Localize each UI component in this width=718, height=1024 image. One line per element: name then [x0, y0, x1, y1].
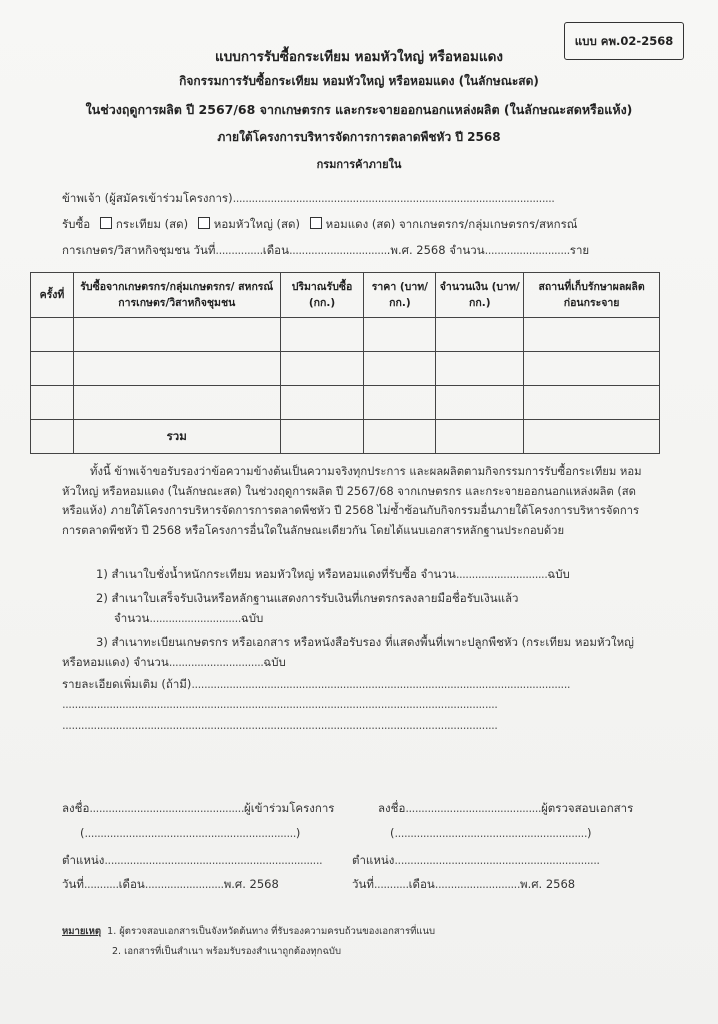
onion-checkbox[interactable]: [198, 217, 210, 229]
inspector-day-field[interactable]: ...........: [373, 877, 409, 891]
col-header-round: ครั้งที่: [31, 273, 74, 318]
table-row: [31, 386, 660, 420]
participant-name-line[interactable]: (...................................................................): [80, 826, 301, 840]
form-code-box: แบบ คพ.02-2568: [564, 22, 684, 60]
applicant-line: [62, 190, 554, 208]
participant-sign-label: ลงชื่อ: [62, 801, 90, 815]
total-quantity-cell[interactable]: [280, 420, 364, 454]
inspector-year-label: พ.ศ. 2568: [520, 877, 576, 891]
table-cell[interactable]: [436, 386, 524, 420]
inspector-month-label: เดือน: [408, 877, 435, 891]
participant-position-field[interactable]: .....................................................................: [104, 853, 323, 867]
participant-position-line: [62, 852, 322, 870]
col-header-storage: สถานที่เก็บรักษาผลผลิต ก่อนกระจาย: [524, 273, 660, 318]
form-subtitle-2: ในช่วงฤดูการผลิต ปี 2567/68 จากเกษตรกร และกระจายออกนอกแหล่งผลิต (ในลักษณะสดหรือแห้ง): [85, 102, 633, 117]
agri-date-label: การเกษตร/วิสาหกิจชุมชน วันที่: [62, 243, 216, 257]
attachment-item-3-count: [62, 654, 286, 672]
garlic-option-label: กระเทียม (สด): [115, 217, 189, 231]
more-details-blank-line[interactable]: ..........................................................................................................................................: [62, 697, 498, 711]
col-header-quantity: ปริมาณรับซื้อ (กก.): [280, 273, 364, 318]
inspector-position-line: [352, 852, 600, 870]
table-cell[interactable]: [364, 352, 436, 386]
total-label: รวม: [73, 420, 280, 454]
note-2: [112, 944, 341, 959]
participant-month-field[interactable]: .........................: [144, 877, 224, 891]
table-cell[interactable]: [280, 352, 364, 386]
day-field[interactable]: ...............: [215, 243, 263, 257]
participant-position-label: ตำแหน่ง: [62, 853, 105, 867]
table-cell[interactable]: [524, 420, 660, 454]
more-details-line: [62, 676, 570, 694]
table-cell[interactable]: [524, 318, 660, 352]
applicant-name-field[interactable]: ......................................................................................................: [232, 191, 555, 205]
participant-role-label: ผู้เข้าร่วมโครงการ: [244, 801, 335, 815]
onion-option-label: หอมหัวใหญ่ (สด): [213, 217, 300, 231]
inspector-position-label: ตำแหน่ง: [352, 853, 395, 867]
table-cell[interactable]: [73, 318, 280, 352]
shallot-checkbox[interactable]: [310, 217, 322, 229]
participant-date-line: [62, 876, 279, 894]
buy-options-line: [62, 216, 577, 234]
attachment-2-label: 2) สำเนาใบเสร็จรับเงินหรือหลักฐานแสดงการรับเงินที่เกษตรกรลงลายมือชื่อรับเงินแล้ว: [96, 591, 519, 605]
table-cell[interactable]: [31, 352, 74, 386]
table-cell[interactable]: [280, 318, 364, 352]
total-price-cell[interactable]: [364, 420, 436, 454]
col-header-price: ราคา (บาท/กก.): [364, 273, 436, 318]
more-details-blank-line[interactable]: ..........................................................................................................................................: [62, 718, 498, 732]
attachment-3-count-field[interactable]: ..............................: [168, 655, 264, 669]
participant-day-field[interactable]: ...........: [83, 877, 119, 891]
inspector-signature-line: [378, 800, 633, 818]
buy-label: รับซื้อ: [62, 217, 91, 231]
participant-year-label: พ.ศ. 2568: [223, 877, 279, 891]
attachment-1-count-field[interactable]: .............................: [455, 567, 548, 581]
note-1-text: 1. ผู้ตรวจสอบเอกสารเป็นจังหวัดต้นทาง ที่รับรองความครบถ้วนของเอกสารที่แนบ: [107, 926, 435, 937]
col-header-source: รับซื้อจากเกษตรกร/กลุ่มเกษตรกร/ สหกรณ์การเกษตร/วิสาหกิจชุมชน: [73, 273, 280, 318]
table-cell[interactable]: [524, 386, 660, 420]
table-cell[interactable]: [364, 386, 436, 420]
more-details-label: รายละเอียดเพิ่มเติม (ถ้ามี): [62, 677, 192, 691]
attachment-1-unit: ฉบับ: [547, 567, 570, 581]
table-cell[interactable]: [73, 352, 280, 386]
participant-signature-field[interactable]: .................................................: [89, 801, 244, 815]
inspector-name-line[interactable]: (.............................................................): [390, 826, 592, 840]
attachment-item-3: [96, 634, 634, 652]
table-cell[interactable]: [31, 386, 74, 420]
participant-signature-line: [62, 800, 334, 818]
attachment-2-count-field[interactable]: .............................: [149, 611, 241, 625]
table-cell[interactable]: [436, 352, 524, 386]
inspector-date-line: [352, 876, 575, 894]
attachment-3-unit: ฉบับ: [263, 655, 286, 669]
attachment-2-count-label: จำนวน: [114, 611, 150, 625]
inspector-sign-label: ลงชื่อ: [378, 801, 406, 815]
purchase-table: [30, 272, 660, 454]
attachment-3-count-label: หรือหอมแดง) จำนวน: [62, 655, 169, 669]
year-label: .พ.ศ. 2568: [386, 243, 446, 257]
table-cell: [31, 420, 74, 454]
inspector-role-label: ผู้ตรวจสอบเอกสาร: [541, 801, 634, 815]
table-cell[interactable]: [524, 352, 660, 386]
notes-label: หมายเหตุ: [62, 926, 102, 937]
form-subtitle-1: กิจกรรมการรับซื้อกระเทียม หอมหัวใหญ่ หรือหอมแดง (ในลักษณะสด): [179, 74, 539, 88]
table-total-row: [31, 420, 660, 454]
attachment-item-2-count: [114, 610, 263, 628]
attachment-3-label: 3) สำเนาทะเบียนเกษตรกร หรือเอกสาร หรือหนังสือรับรอง ที่แสดงพื้นที่เพาะปลูกพืชหัว (กระเทียม หอมหัวใหญ่: [96, 635, 634, 649]
table-cell[interactable]: [436, 318, 524, 352]
count-field[interactable]: ...........................: [484, 243, 570, 257]
table-row: [31, 318, 660, 352]
attachment-1-label: 1) สำเนาใบชั่งน้ำหนักกระเทียม หอมหัวใหญ่ หรือหอมแดงที่รับซื้อ จำนวน: [96, 567, 456, 581]
certification-paragraph: ทั้งนี้ ข้าพเจ้าขอรับรองว่าข้อความข้างต้นเป็นความจริงทุกประการ และผลผลิตตามกิจกรรมการรับซื้อกระเทียม หอมหัวใหญ่ หรือหอมแดง (ในลักษณะสด) ในช่วงฤดูการผลิต ปี 2567/68 จากเกษตรกร และกระจายออกนอกแหล่งผลิต (สดหรือแห้ง) ภายใต้โครงการบริหารจัดการการตลาดพืชหัว ปี 2568 ไม่ซ้ำซ้อนกับกิจกรรมอื่นภายใต้โครงการบริหารจัดการการตลาดพืชหัว ปี 2568 หรือโครงการอื่นใดในลักษณะเดียวกัน โดยได้แนบเอกสารหลักฐานประกอบด้วย: [62, 465, 642, 537]
shallot-option-label: หอมแดง (สด) จากเกษตรกร/กลุ่มเกษตรกร/สหกรณ์: [325, 217, 578, 231]
inspector-date-label: วันที่: [352, 877, 374, 891]
count-unit: ราย: [569, 243, 590, 257]
form-title: แบบการรับซื้อกระเทียม หอมหัวใหญ่ หรือหอมแดง: [215, 49, 503, 65]
department-name: กรมการค้าภายใน: [316, 158, 402, 171]
table-cell[interactable]: [364, 318, 436, 352]
inspector-month-field[interactable]: ...........................: [434, 877, 520, 891]
garlic-checkbox[interactable]: [100, 217, 112, 229]
attachment-item-2: [96, 590, 519, 608]
total-amount-cell[interactable]: [436, 420, 524, 454]
form-subtitle-3: ภายใต้โครงการบริหารจัดการการตลาดพืชหัว ปี 2568: [217, 130, 501, 144]
table-cell[interactable]: [73, 386, 280, 420]
date-count-line: [62, 242, 589, 260]
note-2-text: 2. เอกสารที่เป็นสำเนา พร้อมรับรองสำเนาถูกต้องทุกฉบับ: [112, 946, 341, 957]
attachment-item-1: [96, 566, 570, 584]
month-field[interactable]: ...............................: [288, 243, 387, 257]
inspector-position-field[interactable]: .................................................................: [394, 853, 600, 867]
participant-month-label: เดือน: [118, 877, 145, 891]
participant-date-label: วันที่: [62, 877, 84, 891]
more-details-field[interactable]: ........................................................................................................................: [191, 677, 571, 691]
applicant-label: ข้าพเจ้า (ผู้สมัครเข้าร่วมโครงการ): [62, 191, 233, 205]
table-row: [31, 352, 660, 386]
col-header-amount: จำนวนเงิน (บาท/กก.): [436, 273, 524, 318]
month-label: เดือน: [262, 243, 289, 257]
table-cell[interactable]: [280, 386, 364, 420]
attachment-2-unit: ฉบับ: [240, 611, 264, 625]
note-1: [62, 924, 435, 939]
table-cell[interactable]: [31, 318, 74, 352]
inspector-signature-field[interactable]: ...........................................: [405, 801, 542, 815]
table-header-row: [31, 273, 660, 318]
count-label: จำนวน: [449, 243, 485, 257]
